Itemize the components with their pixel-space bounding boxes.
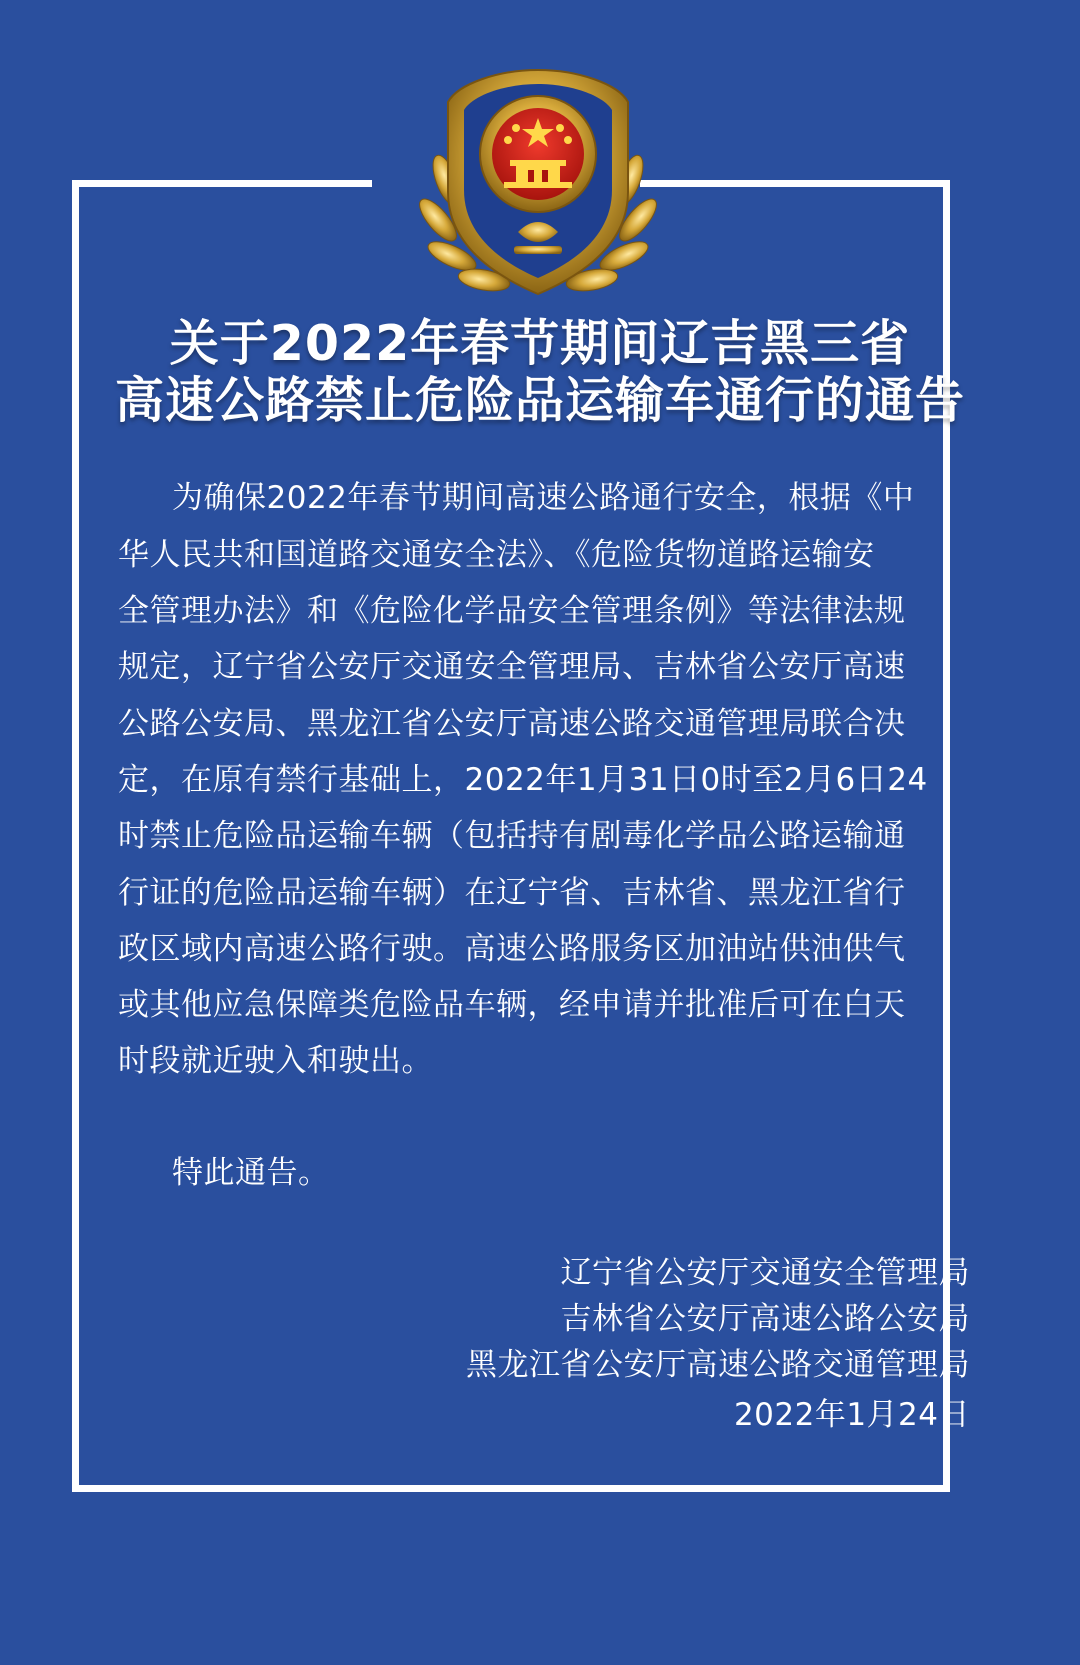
police-badge-icon [418, 62, 658, 310]
frame-bottom [72, 1485, 950, 1492]
closing-text: 特此通告。 [172, 1155, 330, 1191]
body-line: 时段就近驶入和驶出。 [118, 1043, 433, 1079]
body-line: 政区域内高速公路行驶。高速公路服务区加油站供油供气 [118, 931, 906, 967]
signatory-heilongjiang: 黑龙江省公安厅高速公路交通管理局 [466, 1347, 970, 1383]
body-line: 规定，辽宁省公安厅交通安全管理局、吉林省公安厅高速 [118, 649, 906, 685]
signatory-liaoning: 辽宁省公安厅交通安全管理局 [560, 1255, 970, 1291]
body-line: 华人民共和国道路交通安全法》、《危险货物道路运输安 [118, 537, 875, 573]
notice-title-line-2: 高速公路禁止危险品运输车通行的通告 [114, 372, 965, 429]
body-line: 或其他应急保障类危险品车辆，经申请并批准后可在白天 [118, 987, 906, 1023]
body-line: 行证的危险品运输车辆）在辽宁省、吉林省、黑龙江省行 [118, 875, 906, 911]
frame-top-right [640, 180, 950, 187]
body-line: 公路公安局、黑龙江省公安厅高速公路交通管理局联合决 [118, 706, 906, 742]
notice-date: 2022年1月24日 [733, 1397, 970, 1433]
body-line: 全管理办法》和《危险化学品安全管理条例》等法律法规 [118, 593, 906, 629]
body-line: 定，在原有禁行基础上，2022年1月31日0时至2月6日24 [118, 762, 928, 798]
body-line: 时禁止危险品运输车辆（包括持有剧毒化学品公路运输通 [118, 818, 906, 854]
frame-top-left [72, 180, 372, 187]
body-line: 为确保2022年春节期间高速公路通行安全，根据《中 [172, 480, 915, 516]
signatory-jilin: 吉林省公安厅高速公路公安局 [560, 1301, 970, 1337]
notice-title-line-1: 关于2022年春节期间辽吉黑三省 [169, 315, 911, 372]
